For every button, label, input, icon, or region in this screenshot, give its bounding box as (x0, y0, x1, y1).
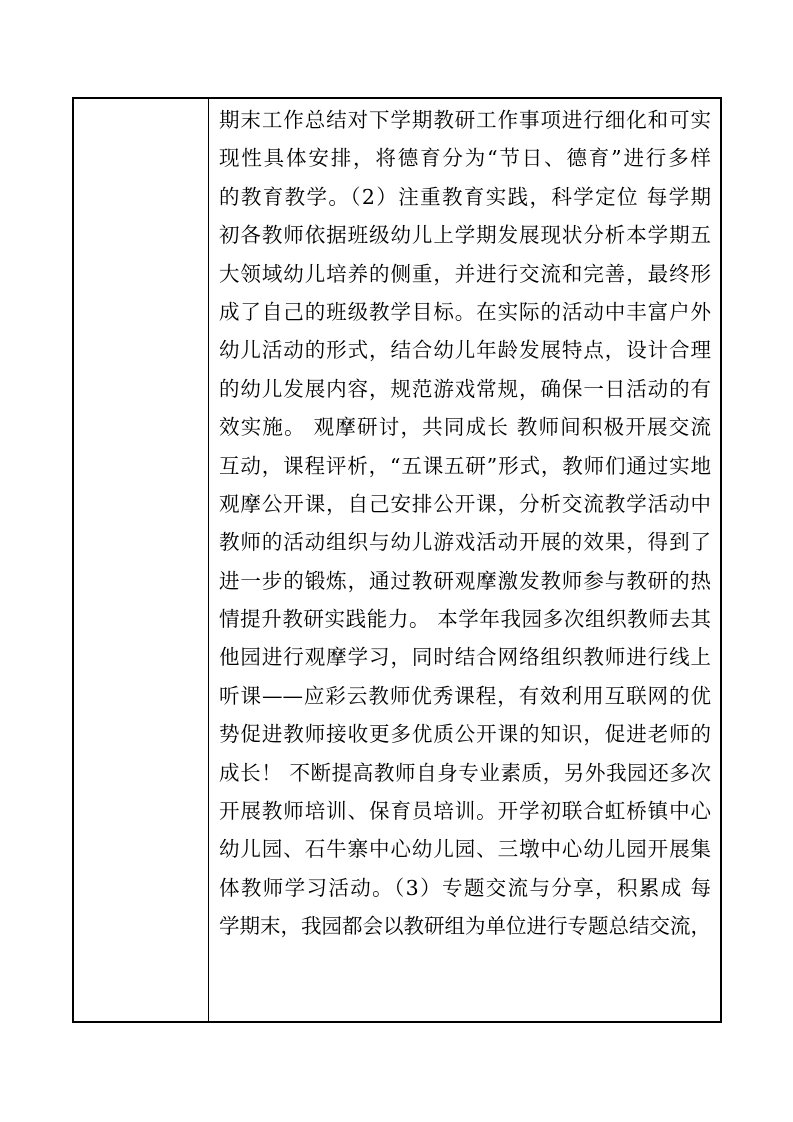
document-table (72, 97, 722, 1023)
paragraph-line: 互动，课程评析，“五课五研”形式，教师们通过实地 (219, 453, 711, 478)
paragraph-line: 成长！ 不断提高教师自身专业素质，另外我园还多次 (219, 760, 711, 785)
paragraph-line: 的教育教学。（2）注重教育实践，科学定位 每学期 (219, 184, 711, 209)
paragraph-line: 幼儿园、石牛寨中心幼儿园、三墩中心幼儿园开展集 (219, 837, 711, 862)
paragraph-line: 幼儿活动的形式，结合幼儿年龄发展特点，设计合理 (219, 338, 711, 363)
paragraph-line: 教师的活动组织与幼儿游戏活动开展的效果，得到了 (219, 530, 711, 555)
paragraph-line: 期末工作总结对下学期教研工作事项进行细化和可实 (219, 108, 711, 132)
table-content-cell (209, 99, 720, 1021)
paragraph-line: 他园进行观摩学习，同时结合网络组织教师进行线上 (219, 645, 711, 670)
paragraph-line: 的幼儿发展内容，规范游戏常规，确保一日活动的有 (219, 376, 711, 401)
paragraph-line: 观摩公开课，自己安排公开课，分析交流教学活动中 (219, 491, 711, 516)
paragraph-line: 成了自己的班级教学目标。在实际的活动中丰富户外 (219, 299, 711, 324)
paragraph-line: 进一步的锻炼，通过教研观摩激发教师参与教研的热 (219, 568, 711, 593)
paragraph-line: 开展教师培训、保育员培训。开学初联合虹桥镇中心 (219, 799, 711, 824)
table-left-cell (74, 99, 209, 1021)
paragraph-line: 体教师学习活动。（3）专题交流与分享，积累成 每 (219, 875, 711, 900)
paragraph-line: 初各教师依据班级幼儿上学期发展现状分析本学期五 (219, 223, 711, 248)
paragraph-line: 势促进教师接收更多优质公开课的知识，促进老师的 (219, 722, 711, 747)
paragraph-line: 效实施。 观摩研讨，共同成长 教师间积极开展交流 (219, 415, 711, 440)
paragraph-line: 现性具体安排，将德育分为“节日、德育”进行多样 (219, 146, 711, 171)
paragraph-line: 学期末，我园都会以教研组为单位进行专题总结交流， (219, 914, 711, 939)
paragraph-line: 听课——应彩云教师优秀课程，有效利用互联网的优 (219, 683, 711, 708)
paragraph-line: 情提升教研实践能力。 本学年我园多次组织教师去其 (219, 607, 711, 632)
paragraph-line: 大领域幼儿培养的侧重，并进行交流和完善，最终形 (219, 261, 711, 286)
